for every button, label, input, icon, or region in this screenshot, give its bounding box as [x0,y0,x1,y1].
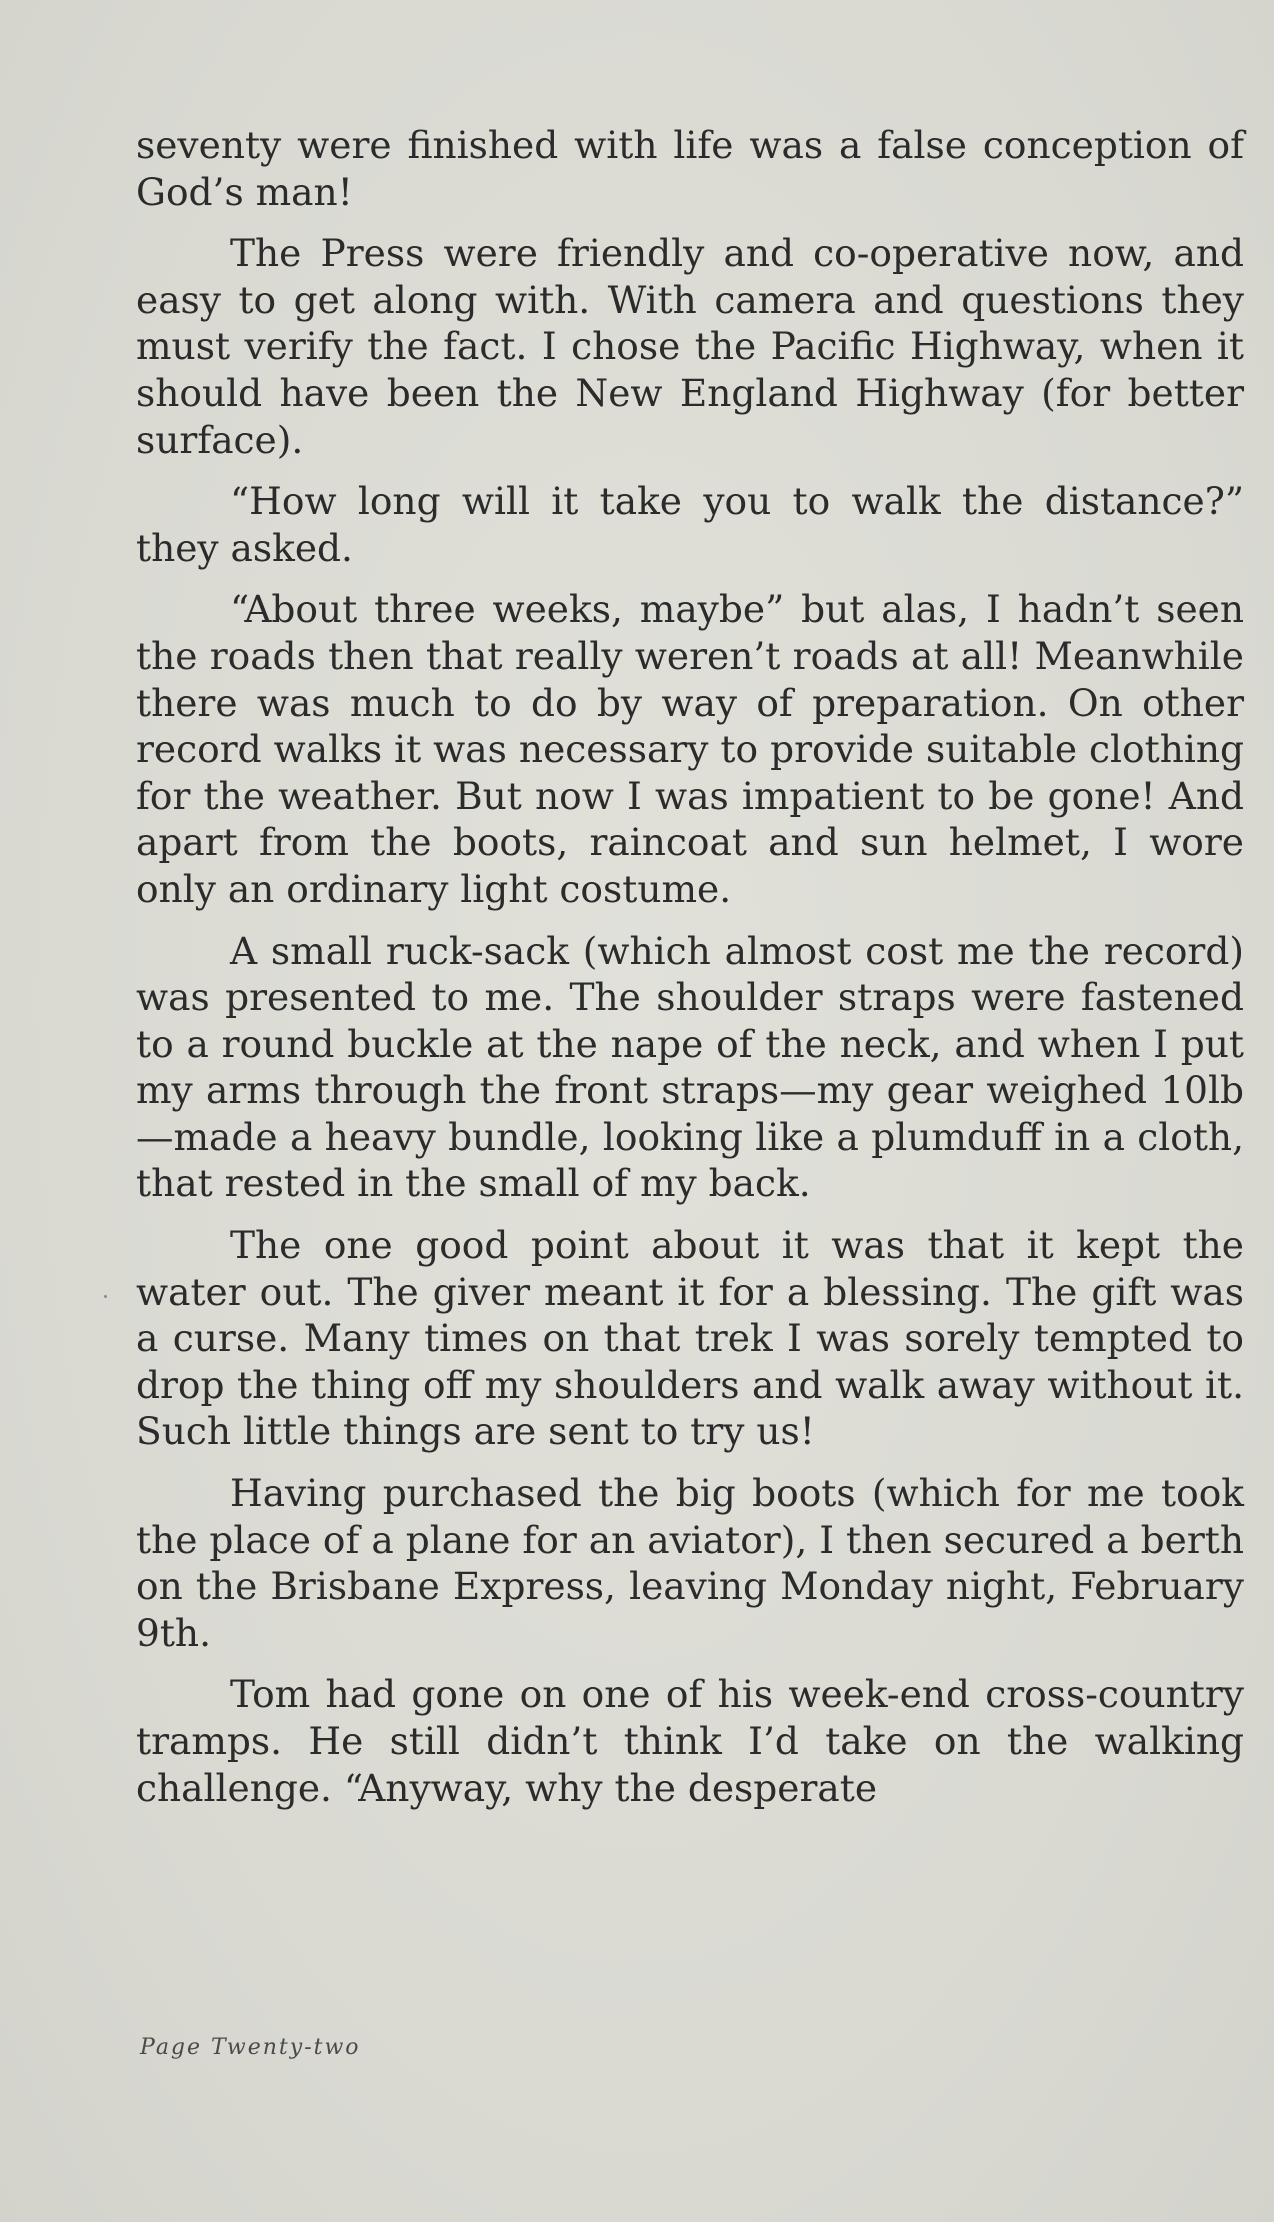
page-number-footer: Page Twenty-two [140,2035,361,2060]
paragraph-4: “About three weeks, maybe” but alas, I hadn’t seen the roads then that really weren’t roads at all! Meanwhile there was much to do by way of preparation. On other record walks it was necessary to provide suitable clothing for the weather. But now I was impatient to be gone! And apart from the boots, raincoat and sun helmet, I wore only an ordinary light costume. [136,587,1244,911]
paragraph-7: Having purchased the big boots (which for me took the place of a plane for an aviator), I then secured a berth on the Brisbane Express, leaving Monday night, February 9th. [136,1471,1244,1655]
body-text [136,122,1244,1826]
paragraph-2: The Press were friendly and co-operative now, and easy to get along with. With camera and questions they must verify the fact. I chose the Pacific Highway, when it should have been the New England Highway (for better surface). [136,231,1244,462]
paragraph-6: The one good point about it was that it kept the water out. The giver meant it for a blessing. The gift was a curse. Many times on that trek I was sorely tempted to drop the thing off my shoulders and walk away without it. Such little things are sent to try us! [136,1223,1244,1454]
paragraph-8: Tom had gone on one of his week-end cross-country tramps. He still didn’t think I’d take on the walking challenge. “Anyway, why the desperate [136,1672,1244,1810]
margin-mark [104,1295,107,1298]
paragraph-3: “How long will it take you to walk the distance?” they asked. [136,479,1244,570]
paragraph-5: A small ruck-sack (which almost cost me the record) was presented to me. The shoulder straps were fastened to a round buckle at the nape of the neck, and when I put my arms through the front straps—my gear weighed 10lb—made a heavy bundle, looking like a plumduff in a cloth, that rested in the small of my back. [136,928,1244,1206]
paragraph-1: seventy were finished with life was a false conception of God’s man! [136,123,1244,214]
